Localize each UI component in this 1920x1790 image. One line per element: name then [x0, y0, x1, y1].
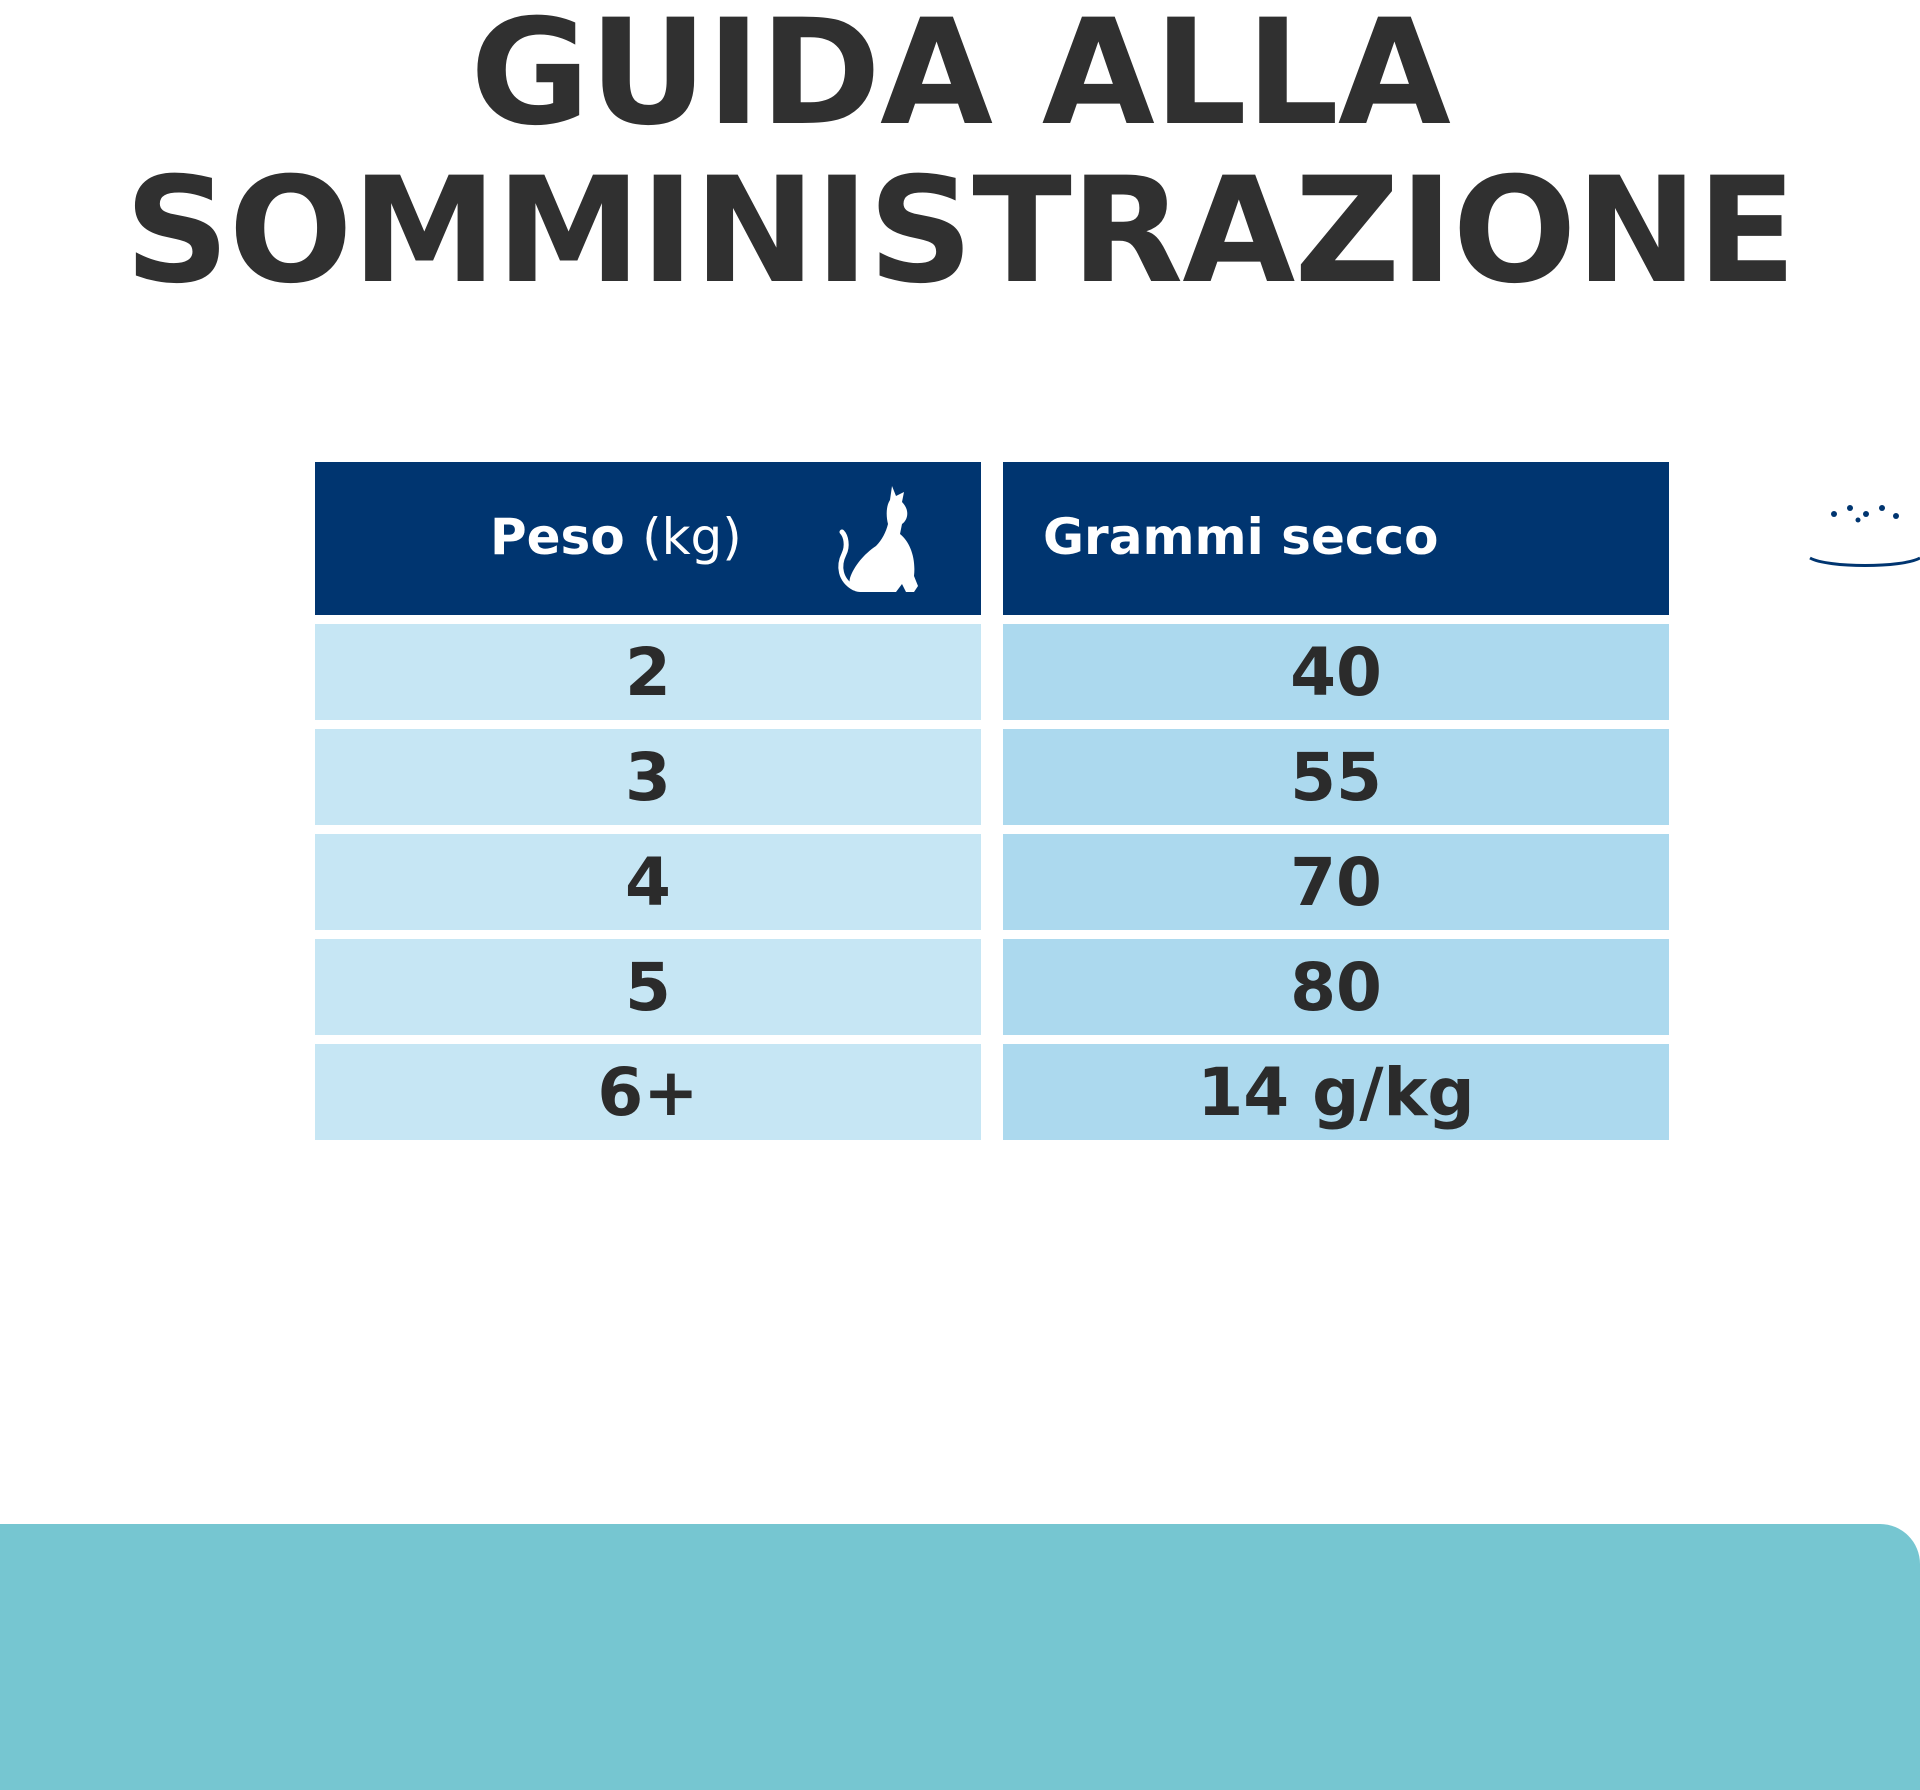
weight-cell: 5: [315, 939, 981, 1035]
grams-cell: 14 g/kg: [1003, 1044, 1669, 1140]
table-row: [315, 624, 1669, 720]
cat-icon: [830, 480, 930, 600]
food-bowl-icon: [1798, 494, 1920, 584]
weight-unit-text: (kg): [642, 508, 742, 566]
weight-label-text: Peso: [490, 508, 625, 566]
table-header: [315, 462, 1669, 615]
weight-cell: 3: [315, 729, 981, 825]
bottom-color-band: [0, 1524, 1920, 1790]
grams-cell: 40: [1003, 624, 1669, 720]
table-row: [315, 834, 1669, 930]
header-grams-label: Grammi secco: [1043, 508, 1439, 566]
header-weight: [315, 462, 981, 615]
weight-cell: 2: [315, 624, 981, 720]
table-row: [315, 729, 1669, 825]
feeding-table: [315, 462, 1669, 1140]
grams-cell: 55: [1003, 729, 1669, 825]
header-weight-label: [490, 508, 742, 566]
weight-cell: 4: [315, 834, 981, 930]
page-title-line-2: SOMMINISTRAZIONE: [124, 146, 1796, 316]
header-grams: [1003, 462, 1669, 615]
page-title-line-1: GUIDA ALLA: [470, 0, 1450, 158]
table-row: [315, 939, 1669, 1035]
grams-cell: 80: [1003, 939, 1669, 1035]
weight-cell: 6+: [315, 1044, 981, 1140]
table-row: [315, 1044, 1669, 1140]
grams-cell: 70: [1003, 834, 1669, 930]
